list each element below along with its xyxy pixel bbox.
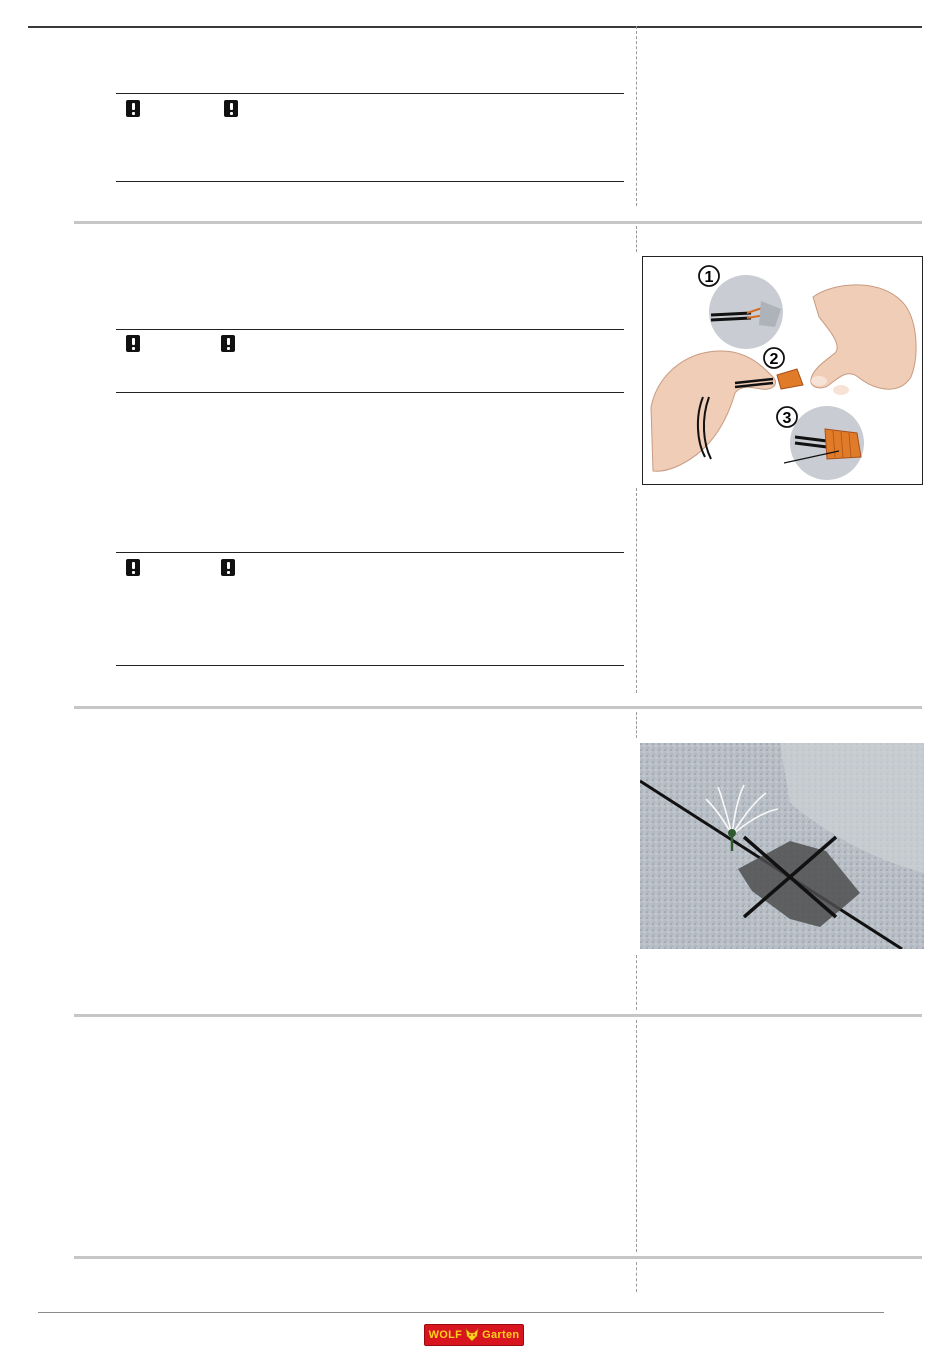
lawn-cable-illustration: [640, 743, 924, 949]
section-divider: [74, 221, 922, 224]
logo-wolf-text: WOLF: [428, 1328, 463, 1341]
note-top-rule: [116, 329, 624, 330]
note-bottom-rule: [116, 181, 624, 182]
wolf-garten-logo: [424, 1324, 524, 1346]
logo-garten-text: Garten: [482, 1328, 520, 1341]
note-bottom-rule: [116, 665, 624, 666]
top-rule: [28, 26, 922, 28]
wire-connector-illustration: [643, 257, 922, 484]
step-2-label: 2: [769, 351, 779, 368]
warning-exclamation-icon: [126, 559, 140, 576]
note-top-rule: [116, 93, 624, 94]
fox-head-icon: [464, 1327, 480, 1343]
section-divider: [74, 706, 922, 709]
warning-exclamation-icon: [224, 100, 238, 117]
step-1-label: 1: [704, 269, 714, 286]
section-divider: [74, 1014, 922, 1017]
note-bottom-rule: [116, 392, 624, 393]
section-divider: [74, 1256, 922, 1259]
lawn-cable-figure: [640, 743, 924, 949]
column-divider: [636, 1262, 639, 1292]
column-divider: [636, 488, 639, 693]
warning-exclamation-icon: [126, 335, 140, 352]
column-divider: [636, 712, 639, 738]
warning-exclamation-icon: [221, 335, 235, 352]
note-top-rule: [116, 552, 624, 553]
column-divider: [636, 26, 639, 206]
column-divider: [636, 226, 639, 252]
wire-connector-figure: [642, 256, 923, 485]
footer-rule: [38, 1312, 884, 1313]
column-divider: [636, 1020, 639, 1252]
warning-exclamation-icon: [126, 100, 140, 117]
step-3-label: 3: [782, 410, 792, 427]
warning-exclamation-icon: [221, 559, 235, 576]
column-divider: [636, 955, 639, 1010]
